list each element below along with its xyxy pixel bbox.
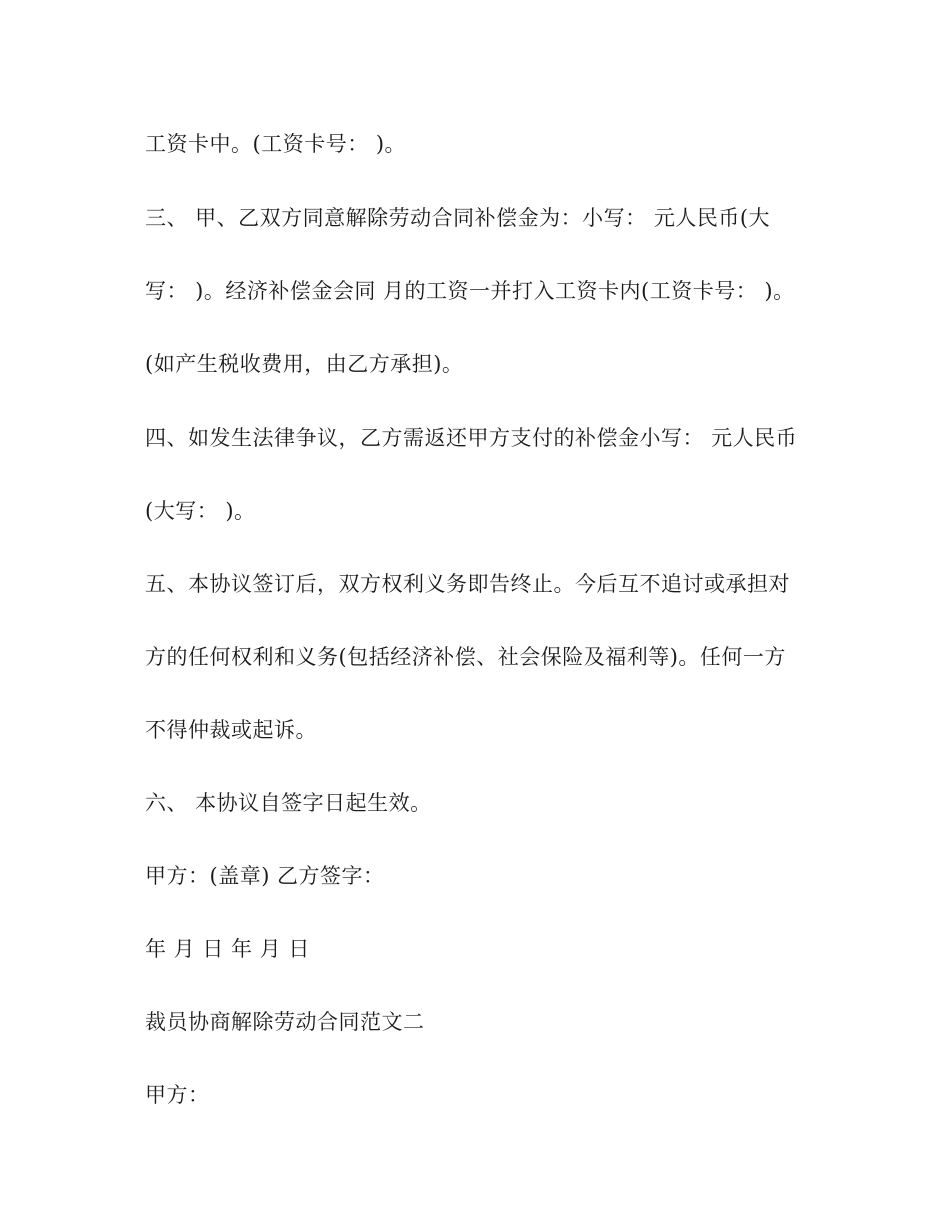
text-line-clause-5-cont: 方的任何权利和义务(包括经济补偿、社会保险及福利等)。任何一方: [145, 645, 786, 669]
text-line-clause-3-cont: 写： )。经济补偿金会同 月的工资一并打入工资卡内(工资卡号： )。: [145, 279, 795, 303]
text-line-signature: 甲方：(盖章) 乙方签字：: [145, 864, 385, 888]
text-line-clause-6: 六、 本协议自签字日起生效。: [145, 791, 432, 815]
text-line-party-a: 甲方：: [145, 1083, 210, 1107]
section-title: 裁员协商解除劳动合同范文二: [145, 1010, 425, 1034]
text-line-clause-4-cont: (大写： )。: [145, 499, 256, 523]
text-line-clause-3: 三、 甲、乙双方同意解除劳动合同补偿金为：小写： 元人民币(大: [145, 206, 771, 230]
text-line-clause-4: 四、如发生法律争议，乙方需返还甲方支付的补偿金小写： 元人民币: [145, 426, 798, 450]
text-line-dates: 年 月 日 年 月 日: [145, 937, 310, 961]
text-line-clause-5: 五、本协议签订后，双方权利义务即告终止。今后互不追讨或承担对: [145, 572, 790, 596]
text-line-clause-5-end: 不得仲裁或起诉。: [145, 718, 317, 742]
text-line-salary-card: 工资卡中。(工资卡号： )。: [145, 132, 407, 156]
text-line-tax-note: (如产生税收费用，由乙方承担)。: [145, 352, 464, 376]
